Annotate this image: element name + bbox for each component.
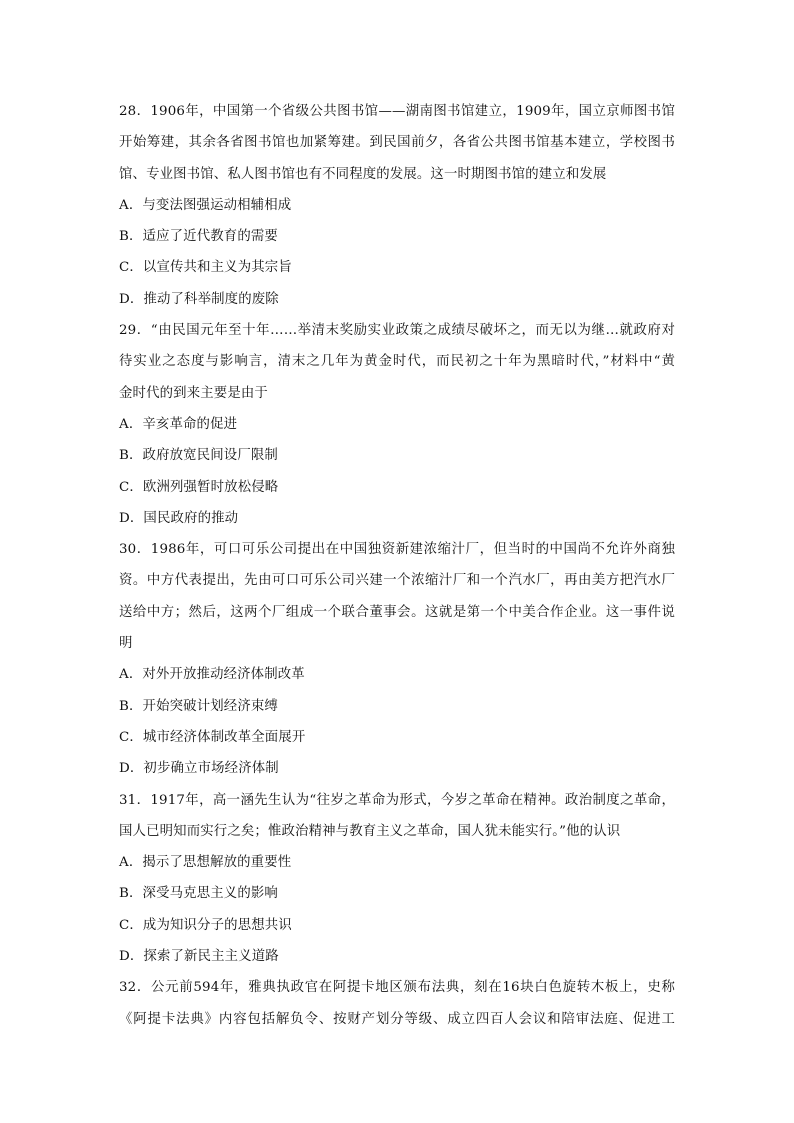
question-stem-line: 金时代的到来主要是由于 — [119, 385, 268, 401]
question-stem-line: 32．公元前594年，雅典执政官在阿提卡地区颁布法典，刻在16块白色旋转木板上，史称 — [119, 980, 675, 996]
option-c: C．成为知识分子的思想共识 — [119, 917, 292, 933]
option-d: D．初步确立市场经济体制 — [119, 761, 279, 777]
option-b: B．开始突破计划经济束缚 — [119, 698, 278, 714]
question-32 — [119, 972, 675, 1035]
question-stem-line: 待实业之态度与影响言，清末之几年为黄金时代，而民初之十年为黑暗时代，”材料中“黄 — [119, 354, 675, 370]
question-30 — [119, 534, 675, 784]
option-b: B．政府放宽民间设厂限制 — [119, 448, 278, 464]
question-stem-line: 29．“由民国元年至十年……举清末奖励实业政策之成绩尽破坏之，而无以为继…就政府对 — [119, 323, 675, 339]
option-b: B．深受马克思主义的影响 — [119, 886, 278, 902]
option-d: D．国民政府的推动 — [119, 510, 239, 526]
option-c: C．城市经济体制改革全面展开 — [119, 729, 306, 745]
question-31 — [119, 785, 675, 973]
question-28 — [119, 96, 675, 315]
question-stem-line: 国人已明知而实行之矣；惟政治精神与教育主义之革命，国人犹未能实行。”他的认识 — [119, 823, 621, 839]
question-list — [119, 96, 675, 1035]
option-c: C．欧洲列强暂时放松侵略 — [119, 479, 279, 495]
option-a: A．与变法图强运动相辅相成 — [119, 197, 292, 213]
option-d: D．推动了科举制度的废除 — [119, 291, 279, 307]
question-stem-line: 开始筹建，其余各省图书馆也加紧筹建。到民国前夕，各省公共图书馆基本建立，学校图书 — [119, 135, 675, 151]
question-stem-line: 资。中方代表提出，先由可口可乐公司兴建一个浓缩汁厂和一个汽水厂，再由美方把汽水厂 — [119, 573, 675, 589]
option-d: D．探索了新民主主义道路 — [119, 949, 279, 965]
option-b: B．适应了近代教育的需要 — [119, 229, 278, 245]
question-stem-line: 送给中方；然后，这两个厂组成一个联合董事会。这就是第一个中美合作企业。这一事件说 — [119, 604, 675, 620]
question-29 — [119, 315, 675, 534]
option-a: A．对外开放推动经济体制改革 — [119, 667, 305, 683]
option-a: A．揭示了思想解放的重要性 — [119, 855, 292, 871]
question-stem-line: 馆、专业图书馆、私人图书馆也有不同程度的发展。这一时期图书馆的建立和发展 — [119, 166, 607, 182]
question-stem-line: 28．1906年，中国第一个省级公共图书馆——湖南图书馆建立，1909年，国立京师图书馆 — [119, 104, 675, 119]
question-stem-line: 30．1986年，可口可乐公司提出在中国独资新建浓缩汁厂，但当时的中国尚不允许外商独 — [119, 542, 675, 558]
option-c: C．以宣传共和主义为其宗旨 — [119, 260, 292, 276]
question-stem-line: 明 — [119, 636, 133, 652]
question-stem-line: 31．1917年，高一涵先生认为“往岁之革命为形式，今岁之革命在精神。政治制度之革命， — [119, 792, 675, 808]
option-a: A．辛亥革命的促进 — [119, 416, 238, 432]
question-stem-line: 《阿提卡法典》内容包括解负令、按财产划分等级、成立四百人会议和陪审法庭、促进工 — [119, 1011, 675, 1027]
